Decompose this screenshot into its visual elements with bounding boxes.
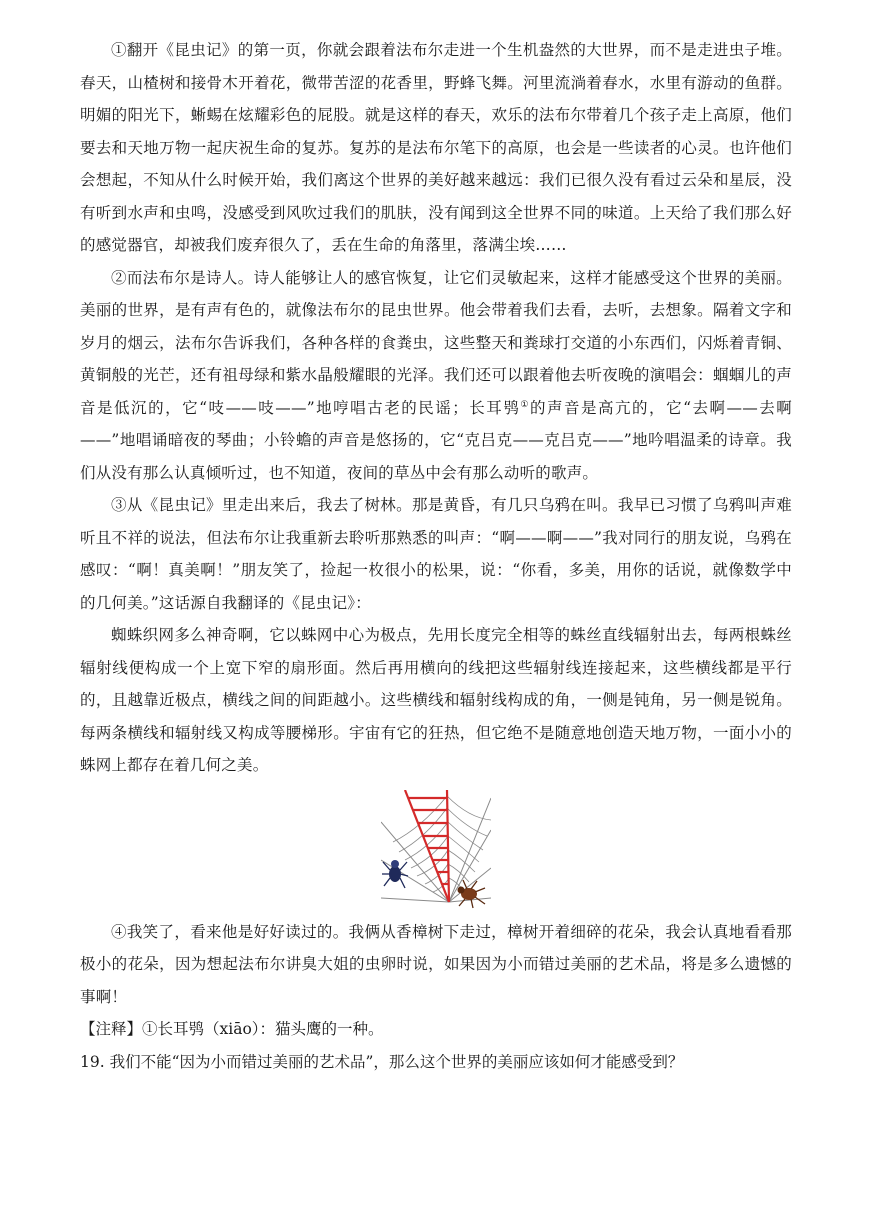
- paragraph-1: ①翻开《昆虫记》的第一页，你就会跟着法布尔走进一个生机盎然的大世界，而不是走进虫子堆。春天，山楂树和接骨木开着花，微带苦涩的花香里，野蜂飞舞。河里流淌着春水，水里有游动的鱼群。明媚的阳光下，蜥蜴在炫耀彩色的屁股。就是这样的春天，欢乐的法布尔带着几个孩子走上高原，他们要去和天地万物一起庆祝生命的复苏。复苏的是法布尔笔下的高原，也会是一些读者的心灵。也许他们会想起，不知从什么时候开始，我们离这个世界的美好越来越远：我们已很久没有看过云朵和星辰，没有听到水声和虫鸣，没感受到风吹过我们的肌肤，没有闻到这全世界不同的味道。上天给了我们那么好的感觉器官，却被我们废弃很久了，丢在生命的角落里，落满尘埃……: [80, 41, 792, 254]
- footnote: 【注释】①长耳鸮（xiāo）：猫头鹰的一种。: [80, 1020, 384, 1038]
- spider-web-illustration-icon: [381, 790, 491, 910]
- footnote-marker: ①: [520, 399, 530, 410]
- article-page: [80, 34, 792, 1078]
- red-ladder-lines: [405, 790, 449, 902]
- paragraph-quote: 蜘蛛织网多么神奇啊，它以蛛网中心为极点，先用长度完全相等的蛛丝直线辐射出去，每两根蛛丝辐射线便构成一个上宽下窄的扇形面。然后再用横向的线把这些辐射线连接起来，这些横线都是平行的，且越靠近极点，横线之间的间距越小。这些横线和辐射线构成的角，一侧是钝角，另一侧是锐角。每两条横线和辐射线又构成等腰梯形。宇宙有它的狂热，但它绝不是随意地创造天地万物，一面小小的蛛网上都存在着几何之美。: [80, 626, 792, 774]
- paragraph-4: ④我笑了，看来他是好好读过的。我俩从香樟树下走过，樟树开着细碎的花朵，我会认真地看看那极小的花朵，因为想起法布尔讲臭大姐的虫卵时说，如果因为小而错过美丽的艺术品，将是多么遗憾的事啊！: [80, 922, 792, 1006]
- question-19: 19. 我们不能“因为小而错过美丽的艺术品”，那么这个世界的美丽应该如何才能感受到？: [80, 1052, 684, 1071]
- paragraph-3: ③从《昆虫记》里走出来后，我去了树林。那是黄昏，有几只乌鸦在叫。我早已习惯了乌鸦叫声难听且不祥的说法，但法布尔让我重新去聆听那熟悉的叫声：“啊——啊——”我对同行的朋友说，乌鸦在感叹：“啊！真美啊！”朋友笑了，捡起一枚很小的松果，说：“你看，多美，用你的话说，就像数学中的几何美。”这话源自我翻译的《昆虫记》：: [80, 496, 792, 612]
- paragraph-2-part-a: ②而法布尔是诗人。诗人能够让人的感官恢复，让它们灵敏起来，这样才能感受这个世界的美丽。美丽的世界，是有声有色的，就像法布尔的昆虫世界。他会带着我们去看，去听，去想象。隔着文字和岁月的烟云，法布尔告诉我们，各种各样的食粪虫，这些整天和粪球打交道的小东西们，闪烁着青铜、黄铜般的光芒，还有祖母绿和紫水晶般耀眼的光泽。我们还可以跟着他去听夜晚的演唱会：蝈蝈儿的声音是低沉的，它“吱——吱——”地哼唱古老的民谣；长耳鸮: [80, 268, 792, 417]
- paragraph-2: [80, 262, 792, 490]
- paragraph-2-part-b: 的声音是高亢的，它“去啊——去啊——”地唱诵暗夜的琴曲；小铃蟾的声音是悠扬的，它“克吕克——克吕克——”地吟唱温柔的诗章。我们从没有那么认真倾听过，也不知道，夜间的草丛中会有那么动听的歌声。: [80, 398, 792, 482]
